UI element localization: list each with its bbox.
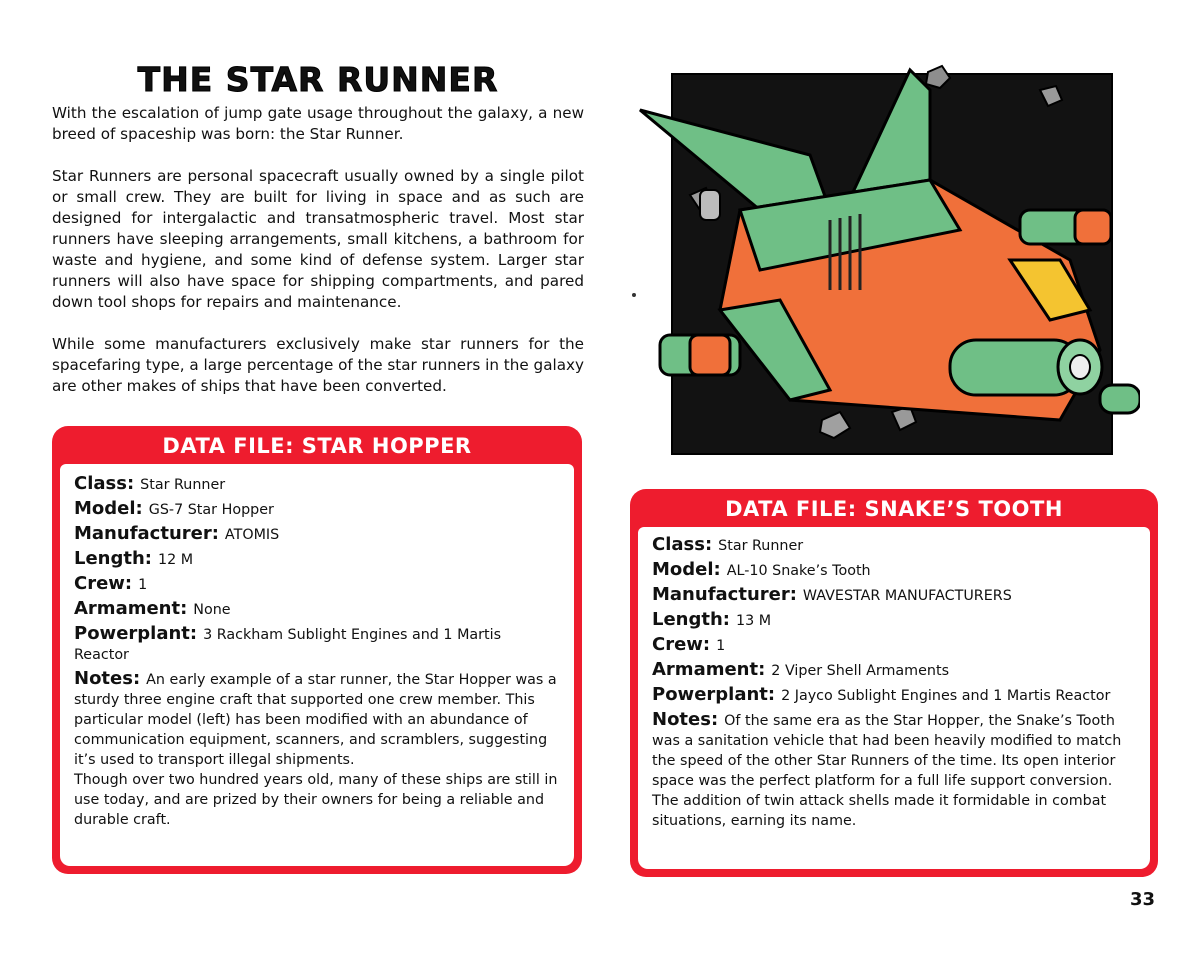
length-label: Length: — [652, 609, 730, 630]
intro-paragraph: Star Runners are personal spacecraft usually owned by a single pilot or small crew. They are built for living in space and as such are designed for intergalactic and transatmospheric travel. Most star runners have sleeping arrangements, small kitchens, a bathroom for waste and hygiene, and some kind of defense system. Larger star runners will also have space for shipping compartments, and pared down tool shops for repairs and maintenance. — [52, 167, 584, 311]
powerplant-label: Powerplant: — [652, 684, 776, 705]
crew-row — [652, 635, 1136, 656]
powerplant-row — [74, 624, 560, 665]
armament-label: Armament: — [652, 659, 766, 680]
notes-value: An early example of a star runner, the Star Hopper was a sturdy three engine craft that supported one crew member. This particular model (left) has been modified with an abundance of communication equipment, scanners, and scramblers, suggesting it’s used to transport illegal shipments. — [74, 672, 557, 768]
page-title: THE STAR RUNNER — [137, 60, 499, 99]
crew-label: Crew: — [74, 573, 133, 594]
class-label: Class: — [74, 473, 135, 494]
intro-paragraph: While some manufacturers exclusively make star runners for the spacefaring type, a large percentage of the star runners in the galaxy are other makes of ships that have been converted. — [52, 335, 584, 395]
page-number: 33 — [1130, 889, 1156, 910]
manufacturer-value: WAVESTAR MANUFACTURERS — [802, 588, 1012, 604]
armament-value: None — [193, 602, 231, 618]
datafile-body — [638, 527, 1150, 869]
crew-value: 1 — [138, 577, 148, 593]
model-label: Model: — [652, 559, 721, 580]
notes-label: Notes: — [652, 709, 719, 730]
notes-value: Of the same era as the Star Hopper, the Snake’s Tooth was a sanitation vehicle that had been heavily modified to match the speed of the other Star Runners of the time. Its open interior space was the perfect platform for a full life support conversion. The addition of twin attack shells made it formidable in combat situations, earning its name. — [652, 713, 1122, 829]
model-row — [74, 499, 560, 520]
manufacturer-label: Manufacturer: — [74, 523, 219, 544]
intro-text — [52, 103, 584, 418]
powerplant-row — [652, 685, 1136, 706]
model-row — [652, 560, 1136, 581]
notes-value-continued: Though over two hundred years old, many of these ships are still in use today, and are prized by their owners for being a reliable and durable craft. — [74, 772, 558, 828]
length-value: 13 M — [736, 613, 772, 629]
notes-label: Notes: — [74, 668, 141, 689]
model-value: AL-10 Snake’s Tooth — [726, 563, 871, 579]
length-value: 12 M — [158, 552, 194, 568]
powerplant-value: 2 Jayco Sublight Engines and 1 Martis Reactor — [781, 688, 1111, 704]
length-label: Length: — [74, 548, 152, 569]
class-row — [652, 535, 1136, 556]
length-row — [652, 610, 1136, 631]
length-row — [74, 549, 560, 570]
datafile-snakes-tooth — [630, 489, 1158, 877]
powerplant-value: 3 Rackham Sublight Engines and 1 Martis Reactor — [74, 627, 502, 663]
spaceship-illustration-icon — [630, 60, 1140, 460]
powerplant-label: Powerplant: — [74, 623, 198, 644]
model-label: Model: — [74, 498, 143, 519]
class-value: Star Runner — [140, 477, 226, 493]
intro-paragraph: With the escalation of jump gate usage throughout the galaxy, a new breed of spaceship was born: the Star Runner. — [52, 104, 584, 143]
model-value: GS-7 Star Hopper — [148, 502, 274, 518]
crew-value: 1 — [716, 638, 726, 654]
armament-value: 2 Viper Shell Armaments — [771, 663, 950, 679]
crew-row — [74, 574, 560, 595]
manufacturer-value: ATOMIS — [224, 527, 280, 543]
armament-row — [652, 660, 1136, 681]
manufacturer-label: Manufacturer: — [652, 584, 797, 605]
notes-row — [74, 669, 560, 830]
armament-label: Armament: — [74, 598, 188, 619]
class-row — [74, 474, 560, 495]
datafile-title: DATA FILE: SNAKE’S TOOTH — [725, 497, 1063, 521]
spaceship-illustration — [630, 60, 1140, 460]
manufacturer-row — [74, 524, 560, 545]
armament-row — [74, 599, 560, 620]
notes-row — [652, 710, 1136, 831]
class-value: Star Runner — [718, 538, 804, 554]
datafile-body — [60, 464, 574, 866]
manufacturer-row — [652, 585, 1136, 606]
crew-label: Crew: — [652, 634, 711, 655]
datafile-title: DATA FILE: STAR HOPPER — [162, 434, 472, 458]
datafile-star-hopper — [52, 426, 582, 874]
class-label: Class: — [652, 534, 713, 555]
